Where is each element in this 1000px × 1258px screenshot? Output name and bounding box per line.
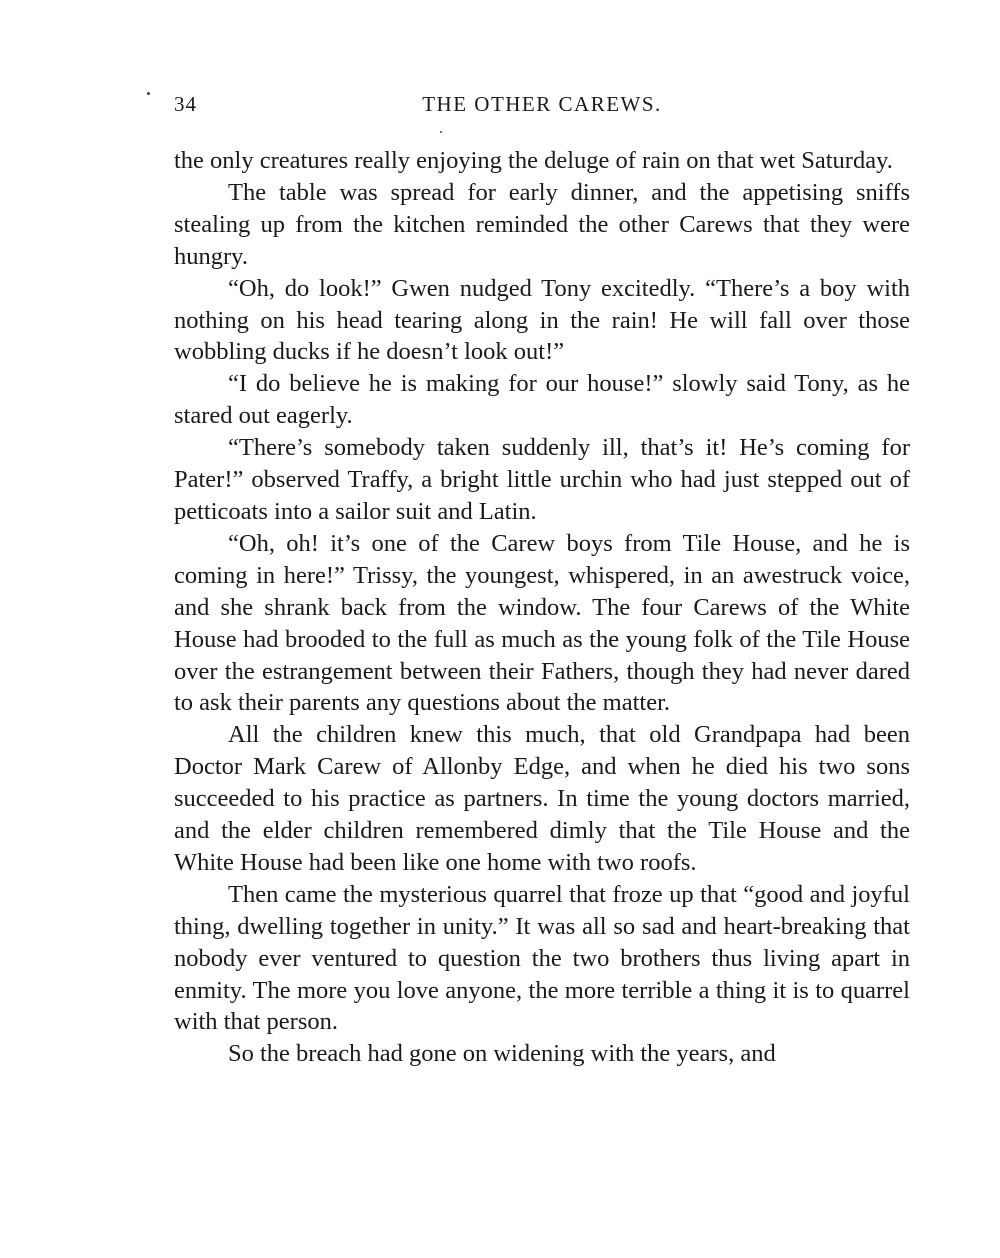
- body-text: [174, 145, 910, 1070]
- paragraph: the only creatures really enjoying the deluge of rain on that wet Saturday.: [174, 147, 893, 174]
- paragraph: Then came the mysterious quarrel that froze up that “good and joyful thing, dwelling together in unity.” It was all so sad and heart-breaking that nobody ever ventured to question the two brothers thus living apart in enmity. The more you love anyone, the more terrible a thing it is to quarrel with that person.: [174, 880, 910, 1036]
- paragraph: The table was spread for early dinner, and the appetising sniffs stealing up from the kitchen reminded the other Carews that they were hungry.: [174, 178, 910, 270]
- paragraph: “Oh, do look!” Gwen nudged Tony excitedly. “There’s a boy with nothing on his head tearing along in the rain! He will fall over those wobbling ducks if he doesn’t look out!”: [174, 274, 910, 366]
- paragraph: “There’s somebody taken suddenly ill, that’s it! He’s coming for Pater!” observed Traffy, a bright little urchin who had just stepped out of petticoats into a sailor suit and Latin.: [174, 434, 910, 525]
- paragraph: “I do believe he is making for our house!” slowly said Tony, as he stared out eagerly.: [174, 370, 910, 430]
- print-speck: [147, 92, 150, 95]
- paragraph: So the breach had gone on widening with the years, and: [228, 1040, 776, 1068]
- page-number: 34: [174, 92, 197, 116]
- print-speck: [440, 131, 442, 133]
- paragraph: All the children knew this much, that old Grandpapa had been Doctor Mark Carew of Allonby Edge, and when he died his two sons succeeded to his practice as partners. In time the young doctors married, and the elder children remembered dimly that the Tile House and the White House had been like one home with two roofs.: [174, 721, 910, 876]
- running-title: THE OTHER CAREWS.: [422, 92, 662, 116]
- page-header: [174, 92, 910, 122]
- paragraph: “Oh, oh! it’s one of the Carew boys from Tile House, and he is coming in here!” Trissy, the youngest, whispered, in an awestruck voice, and she shrank back from the window. The four Carews of the White House had brooded to the full as much as the young folk of the Tile House over the estrangement between their Fathers, though they had never dared to ask their parents any questions about the matter.: [174, 529, 910, 717]
